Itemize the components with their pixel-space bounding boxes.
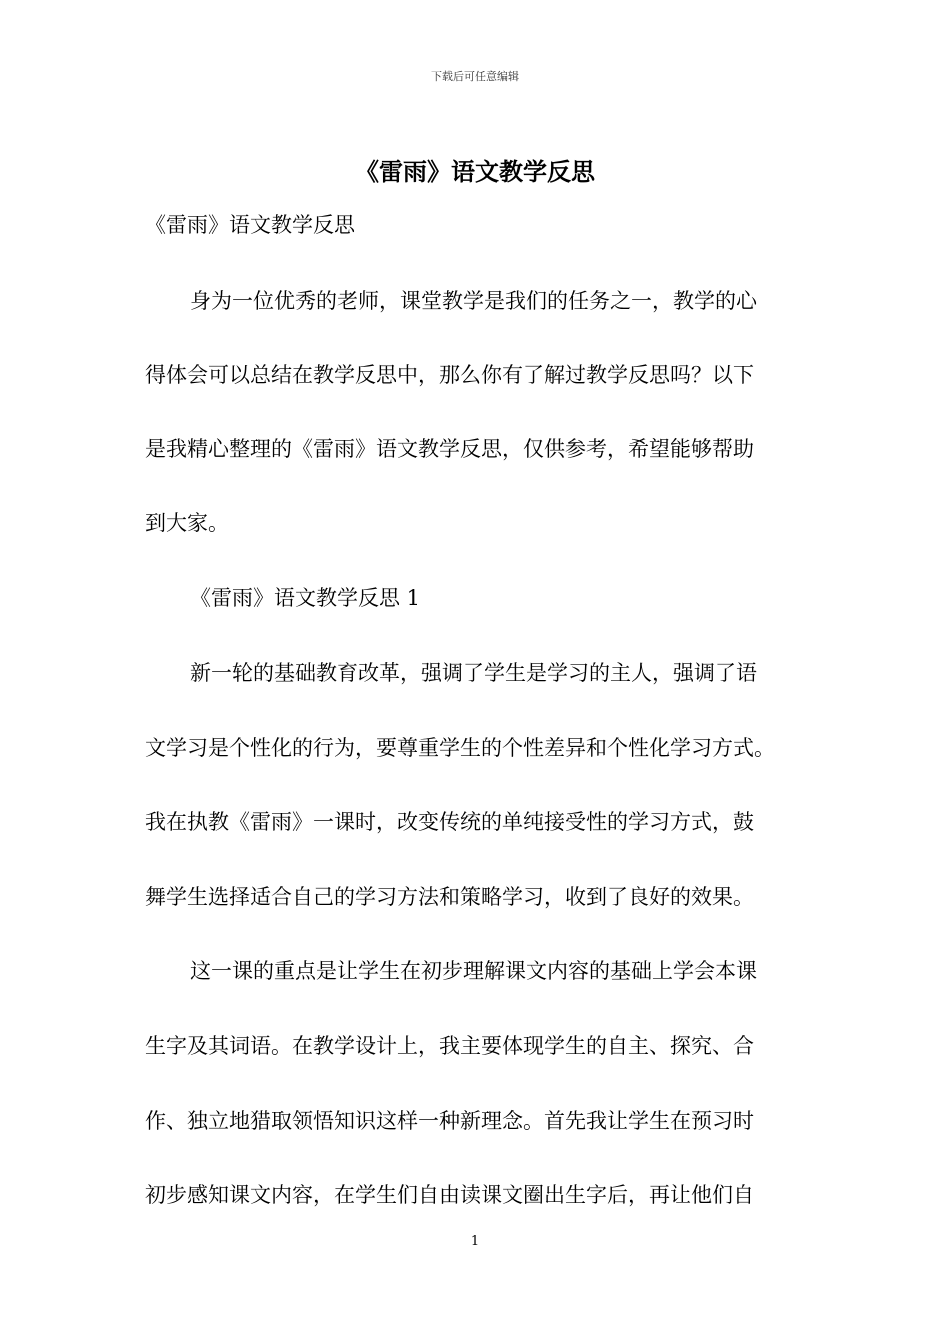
paragraph-line: 得体会可以总结在教学反思中，那么你有了解过教学反思吗？以下 bbox=[145, 363, 754, 387]
paragraph-line: 生字及其词语。在教学设计上，我主要体现学生的自主、探究、合 bbox=[145, 1034, 754, 1058]
paragraph-line: 我在执教《雷雨》一课时，改变传统的单纯接受性的学习方式，鼓 bbox=[145, 810, 754, 834]
paragraph-line: 文学习是个性化的行为，要尊重学生的个性差异和个性化学习方式。 bbox=[145, 736, 775, 760]
paragraph-line: 初步感知课文内容，在学生们自由读课文圈出生字后，再让他们自 bbox=[145, 1183, 754, 1207]
paragraph-line: 作、独立地猎取领悟知识这样一种新理念。首先我让学生在预习时 bbox=[145, 1109, 754, 1133]
header-note: 下载后可任意编辑 bbox=[431, 70, 519, 83]
paragraph-line: 新一轮的基础教育改革，强调了学生是学习的主人，强调了语 bbox=[190, 661, 757, 685]
paragraph-line: 到大家。 bbox=[145, 511, 229, 535]
paragraph-line: 这一课的重点是让学生在初步理解课文内容的基础上学会本课 bbox=[190, 959, 757, 983]
document-subtitle: 《雷雨》语文教学反思 bbox=[145, 213, 355, 237]
section-heading: 《雷雨》语文教学反思 1 bbox=[190, 586, 421, 610]
paragraph-line: 是我精心整理的《雷雨》语文教学反思，仅供参考，希望能够帮助 bbox=[145, 437, 754, 461]
page-number: 1 bbox=[470, 1234, 480, 1249]
document-title: 《雷雨》语文教学反思 bbox=[355, 157, 595, 186]
paragraph-line: 身为一位优秀的老师，课堂教学是我们的任务之一，教学的心 bbox=[190, 289, 757, 313]
paragraph-line: 舞学生选择适合自己的学习方法和策略学习，收到了良好的效果。 bbox=[145, 885, 754, 909]
